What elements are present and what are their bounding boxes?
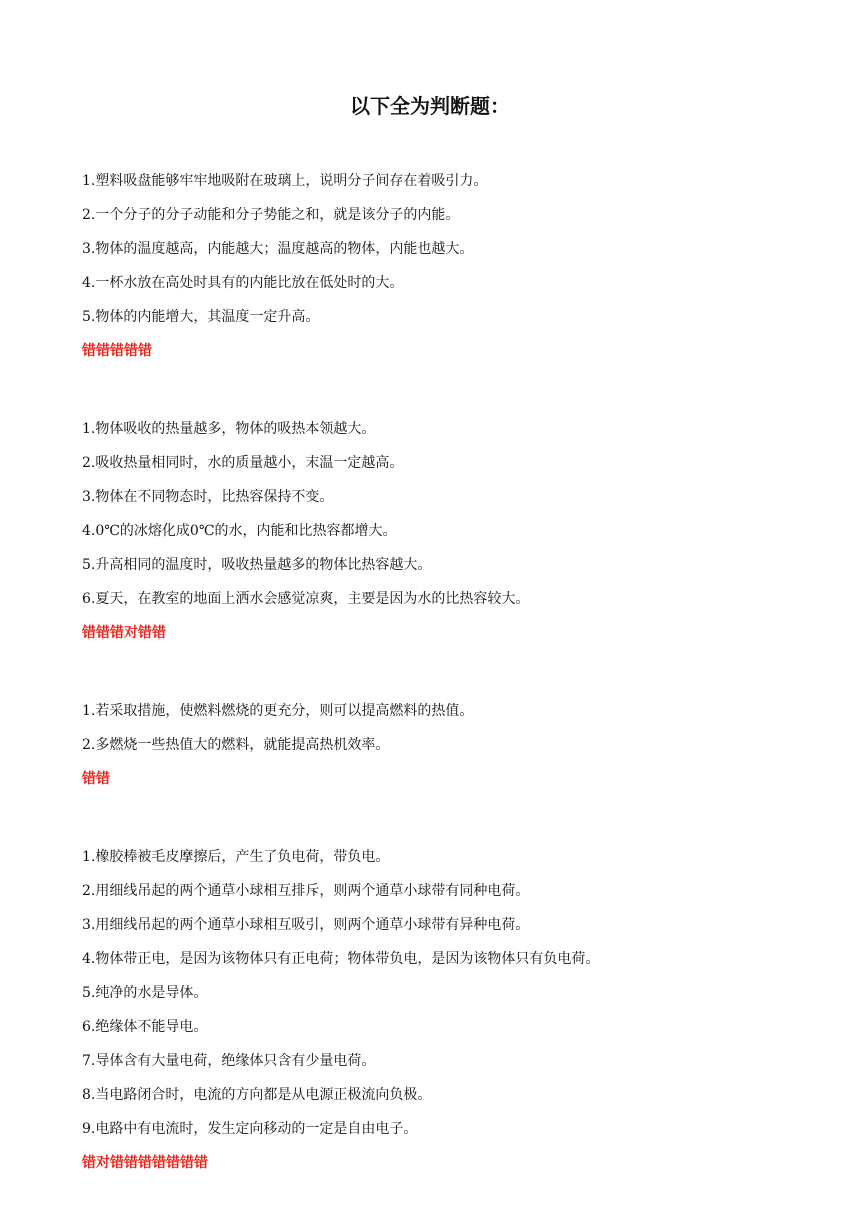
page-title: 以下全为判断题： xyxy=(350,94,510,118)
question-item: 4.0℃的冰熔化成0℃的水，内能和比热容都增大。 xyxy=(82,523,397,539)
question-group-2 xyxy=(82,412,802,650)
question-item: 1.若采取措施，使燃料燃烧的更充分，则可以提高燃料的热值。 xyxy=(82,703,474,719)
answer-key: 错错 xyxy=(82,771,110,787)
question-item: 3.物体在不同物态时，比热容保持不变。 xyxy=(82,489,334,505)
answer-key: 错错错对错错 xyxy=(82,625,166,641)
question-item: 5.物体的内能增大，其温度一定升高。 xyxy=(82,309,320,325)
question-group-1 xyxy=(82,164,802,368)
question-item: 2.多燃烧一些热值大的燃料，就能提高热机效率。 xyxy=(82,737,390,753)
answer-key: 错对错错错错错错错 xyxy=(82,1155,208,1171)
question-group-4 xyxy=(82,840,802,1180)
question-item: 5.升高相同的温度时，吸收热量越多的物体比热容越大。 xyxy=(82,557,432,573)
question-item: 3.用细线吊起的两个通草小球相互吸引，则两个通草小球带有异种电荷。 xyxy=(82,917,530,933)
question-item: 6.夏天，在教室的地面上洒水会感觉凉爽，主要是因为水的比热容较大。 xyxy=(82,591,530,607)
question-item: 8.当电路闭合时，电流的方向都是从电源正极流向负极。 xyxy=(82,1087,432,1103)
question-item: 3.物体的温度越高，内能越大；温度越高的物体，内能也越大。 xyxy=(82,241,474,257)
question-item: 4.物体带正电，是因为该物体只有正电荷；物体带负电，是因为该物体只有负电荷。 xyxy=(82,951,600,967)
question-group-3 xyxy=(82,694,802,796)
question-item: 4.一杯水放在高处时具有的内能比放在低处时的大。 xyxy=(82,275,404,291)
question-item: 1.塑料吸盘能够牢牢地吸附在玻璃上，说明分子间存在着吸引力。 xyxy=(82,173,488,189)
question-item: 6.绝缘体不能导电。 xyxy=(82,1019,208,1035)
question-item: 7.导体含有大量电荷，绝缘体只含有少量电荷。 xyxy=(82,1053,376,1069)
question-item: 2.吸收热量相同时，水的质量越小，末温一定越高。 xyxy=(82,455,404,471)
question-item: 1.橡胶棒被毛皮摩擦后，产生了负电荷，带负电。 xyxy=(82,849,390,865)
question-item: 9.电路中有电流时，发生定向移动的一定是自由电子。 xyxy=(82,1121,418,1137)
question-item: 2.一个分子的分子动能和分子势能之和，就是该分子的内能。 xyxy=(82,207,460,223)
question-item: 2.用细线吊起的两个通草小球相互排斥，则两个通草小球带有同种电荷。 xyxy=(82,883,530,899)
question-item: 1.物体吸收的热量越多，物体的吸热本领越大。 xyxy=(82,421,376,437)
question-list xyxy=(82,164,802,1224)
answer-key: 错错错错错 xyxy=(82,343,152,359)
question-item: 5.纯净的水是导体。 xyxy=(82,985,208,1001)
